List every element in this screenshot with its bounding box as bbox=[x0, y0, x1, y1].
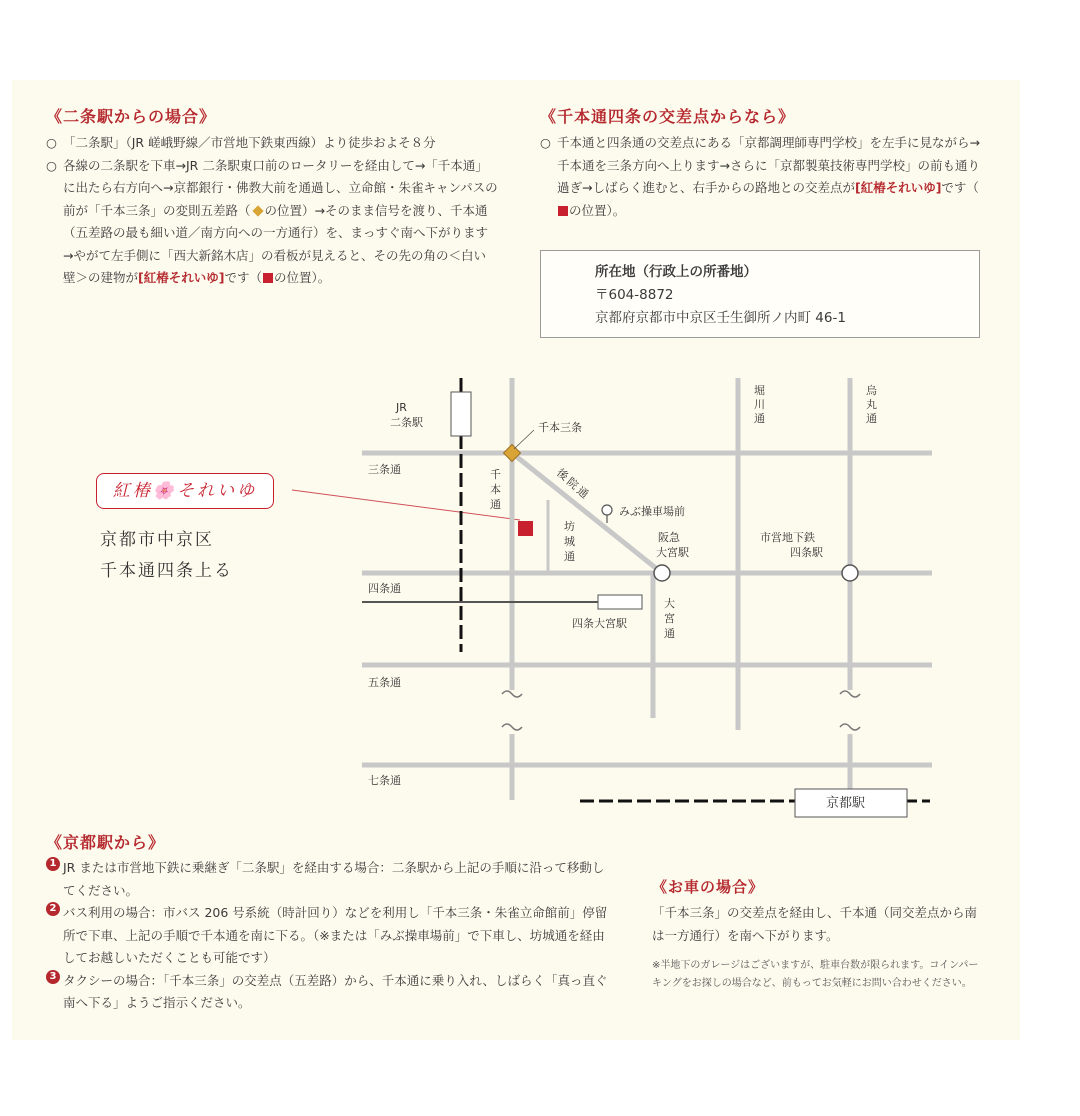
nijo-station-box bbox=[451, 392, 471, 436]
address-label: 所在地（行政上の所番地） bbox=[595, 264, 757, 280]
shijo-omiya-label: 四条大宮駅 bbox=[572, 617, 627, 630]
hankyu-label-1: 阪急 bbox=[658, 531, 680, 544]
hankyu-label-2: 大宮駅 bbox=[656, 546, 689, 559]
mibu-bus-label: みぶ操車場前 bbox=[619, 505, 685, 518]
nijo-item-1: ○ 「二条駅」（JR 嵯峨野線／市営地下鉄東西線）より徒歩およそ８分 bbox=[46, 135, 436, 150]
location-line-1: 京都市中京区 bbox=[100, 530, 214, 550]
koin-label-2: 院 bbox=[564, 475, 581, 493]
shop-logo: 紅椿🌸それいゆ bbox=[96, 473, 274, 509]
omiya-label-1: 大 bbox=[664, 597, 675, 610]
kyoto-item-3: 3 タクシーの場合：「千本三条」の交差点（五差路）から、千本通に乗り入れ、しばらく「真っ直ぐ南へ下る」ようご指示ください。 bbox=[46, 970, 612, 1015]
bojo-label-2: 城 bbox=[564, 535, 575, 548]
senbon-label-1: 千 bbox=[490, 468, 501, 481]
nijo-heading: 《二条駅からの場合》 bbox=[46, 107, 217, 126]
bojo-label-3: 通 bbox=[564, 550, 575, 563]
station-circle-icon bbox=[654, 565, 670, 581]
karasuma-label-3: 通 bbox=[866, 412, 877, 425]
jr-nijo-label-2: 二条駅 bbox=[390, 416, 423, 429]
road-break-icon bbox=[840, 724, 860, 730]
koin-label-3: 通 bbox=[574, 484, 591, 502]
subway-label-1: 市営地下鉄 bbox=[760, 531, 815, 544]
red-square-marker-icon bbox=[518, 521, 533, 536]
station-circle-icon bbox=[842, 565, 858, 581]
gojo-label: 五条通 bbox=[368, 676, 401, 689]
subway-label-2: 四条駅 bbox=[790, 546, 823, 559]
horikawa-label-1: 堀 bbox=[754, 384, 765, 397]
car-instructions: 「千本三条」の交差点を経由し、千本通（同交差点から南は一方通行）を南へ下がります。 bbox=[652, 905, 978, 943]
sanjo-label: 三条通 bbox=[368, 463, 401, 476]
kyoto-item-1: 1 JR または市営地下鉄に乗継ぎ「二条駅」を経由する場合：二条駅から上記の手順に沿って移動してください。 bbox=[46, 857, 612, 902]
kyoto-heading: 《京都駅から》 bbox=[46, 833, 166, 852]
kyoto-instructions bbox=[46, 857, 612, 1015]
car-note: ※半地下のガレージはございますが、駐車台数が限られます。コインパーキングをお探しの場合など、前もってお気軽にお問い合わせください。 bbox=[652, 960, 979, 989]
bojo-label-1: 坊 bbox=[564, 520, 575, 533]
shichijo-label: 七条通 bbox=[368, 774, 401, 787]
nijo-item-2: ○ 各線の二条駅を下車→JR 二条駅東口前のロータリーを経由して→「千本通」に出たら右方向へ→京都銀行・佛教大前を通過し、立命館・朱雀キャンパスの前が「千本三条」の変則五差路（ の位置）→そのまま信号を渡り、千本通（五差路の最も細い道／南方向への一方通行）を、まっすぐ南へ下がります→やがて左手側に「西大新銘木店」の看板が見えると、その先の角の＜白い壁＞の建物が[紅椿それいゆ]です（ の位置）。 bbox=[46, 157, 498, 285]
omiya-label-3: 通 bbox=[664, 627, 675, 640]
kyoto-item-2: 2 バス利用の場合：市バス 206 号系統（時計回り）などを利用し「千本三条・朱雀立命館前」停留所で下車、上記の手順で千本通を南に下る。（※または「みぶ操車場前」で下車し、坊城通を経由してお越しいただくことも可能です） bbox=[46, 902, 612, 970]
horikawa-label-2: 川 bbox=[754, 398, 765, 411]
senbon-sanjo-leader bbox=[514, 430, 534, 449]
omiya-label-2: 宮 bbox=[664, 612, 675, 625]
car-heading: 《お車の場合》 bbox=[652, 878, 765, 896]
road-break-icon bbox=[502, 691, 522, 697]
koin-label-1: 後 bbox=[554, 466, 571, 484]
address-line: 京都府京都市中京区壬生御所ノ内町 46-1 bbox=[595, 310, 846, 326]
road-break-icon bbox=[502, 724, 522, 730]
karasuma-label-2: 丸 bbox=[866, 398, 877, 411]
kyoto-station-label: 京都駅 bbox=[826, 796, 866, 811]
shijo-label: 四条通 bbox=[368, 582, 401, 595]
location-line-2: 千本通四条上る bbox=[100, 561, 233, 581]
senbon-heading: 《千本通四条の交差点からなら》 bbox=[540, 107, 796, 126]
senbon-label-3: 通 bbox=[490, 498, 501, 511]
shijo-omiya-station-box bbox=[598, 595, 642, 609]
senbon-item: ○ 千本通と四条通の交差点にある「京都調理師専門学校」を左手に見ながら→千本通を三条方向へ上ります→さらに「京都製菓技術専門学校」の前も通り過ぎ→しばらく進むと、右手からの路地との交差点が[紅椿それいゆ]です（の位置）。 bbox=[540, 135, 980, 218]
jr-nijo-label-1: JR bbox=[396, 401, 407, 414]
karasuma-label-1: 烏 bbox=[866, 384, 877, 397]
road-break-icon bbox=[840, 691, 860, 697]
senbon-label-2: 本 bbox=[490, 483, 501, 496]
senbon-sanjo-label: 千本三条 bbox=[538, 421, 582, 434]
address-postal: 〒604-8872 bbox=[595, 287, 674, 303]
logo-leader-line bbox=[292, 490, 520, 520]
horikawa-label-3: 通 bbox=[754, 412, 765, 425]
bus-stop-icon bbox=[602, 505, 612, 515]
